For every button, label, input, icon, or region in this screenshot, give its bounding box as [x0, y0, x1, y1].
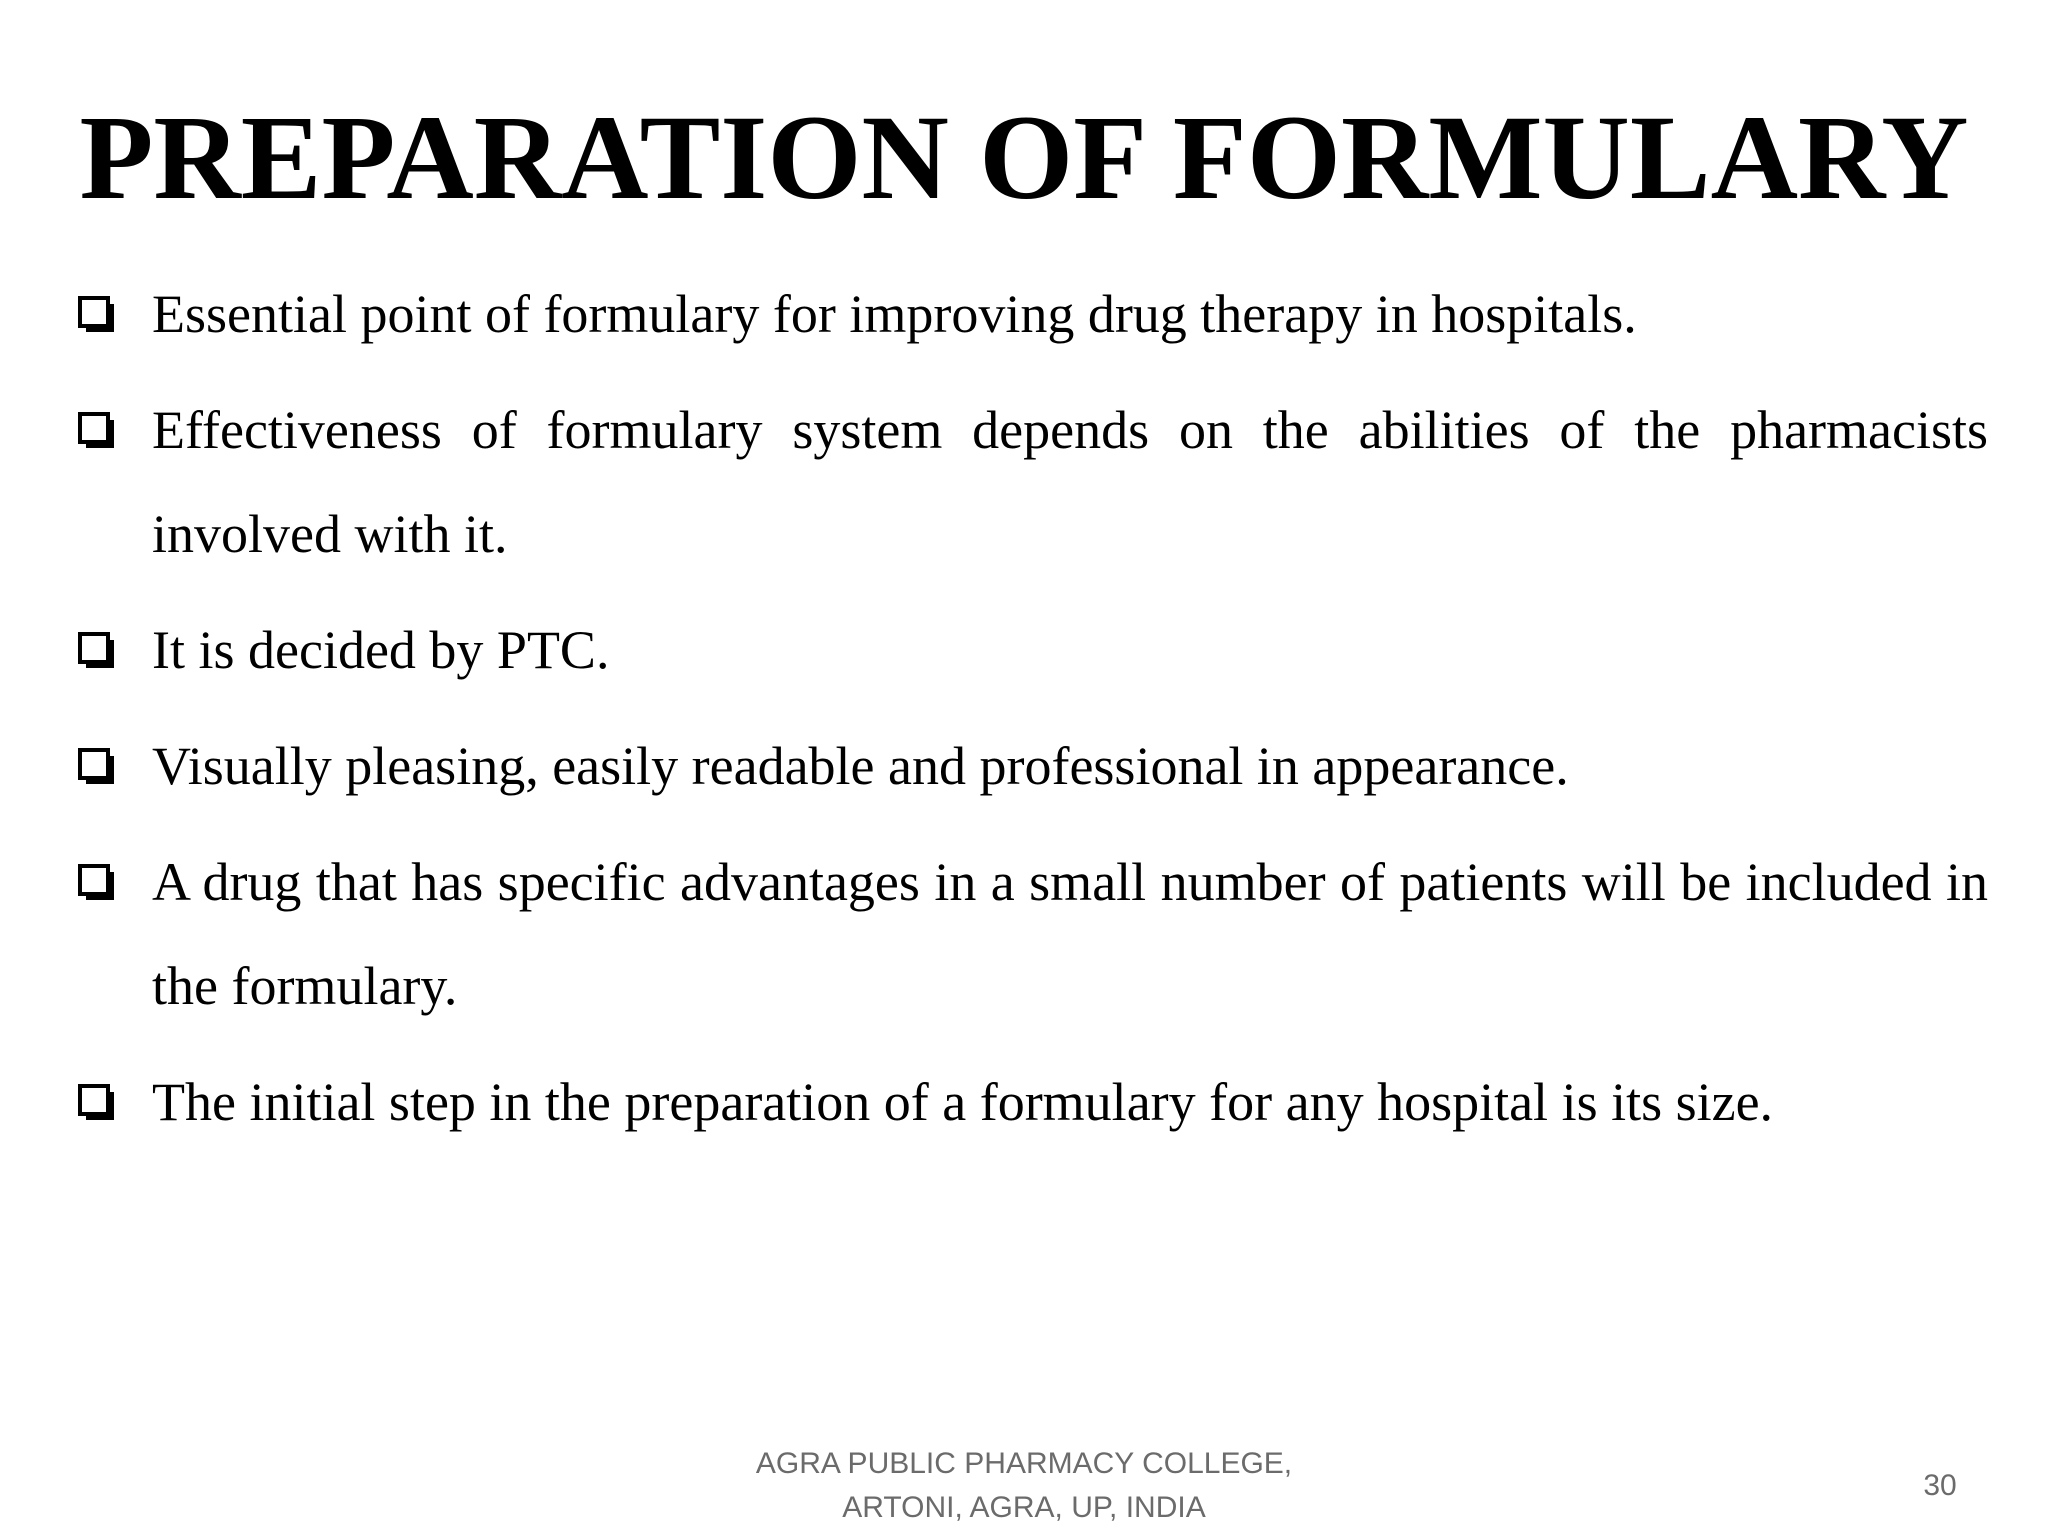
bullet-item: [72, 598, 1988, 702]
bullet-text: The initial step in the preparation of a formulary for any hospital is its size.: [152, 1072, 1774, 1132]
bullet-text: A drug that has specific advantages in a small number of patients will be included in the formulary.: [152, 852, 1988, 1016]
footer-institution: AGRA PUBLIC PHARMACY COLLEGE,: [755, 1447, 1293, 1480]
bullet-text: Effectiveness of formulary system depends on the abilities of the pharmacists involved with it.: [152, 400, 1988, 564]
checkbox-bullet-icon: [78, 632, 108, 662]
bullet-text: Visually pleasing, easily readable and professional in appearance.: [152, 736, 1569, 796]
checkbox-bullet-icon: [78, 1084, 108, 1114]
slide-title: PREPARATION OF FORMULARY: [79, 91, 1969, 225]
bullet-list: [72, 262, 1988, 1166]
footer-location: ARTONI, AGRA, UP, INDIA: [842, 1491, 1206, 1524]
bullet-item: [72, 262, 1988, 366]
bullet-text: Essential point of formulary for improving drug therapy in hospitals.: [152, 284, 1637, 344]
page-number: 30: [1923, 1469, 1957, 1502]
bullet-text: It is decided by PTC.: [152, 620, 610, 680]
bullet-item: [72, 378, 1988, 586]
bullet-item: [72, 714, 1988, 818]
checkbox-bullet-icon: [78, 412, 108, 442]
checkbox-bullet-icon: [78, 748, 108, 778]
checkbox-bullet-icon: [78, 296, 108, 326]
bullet-item: [72, 830, 1988, 1038]
slide-footer: [624, 1442, 1424, 1530]
checkbox-bullet-icon: [78, 864, 108, 894]
bullet-item: [72, 1050, 1988, 1154]
